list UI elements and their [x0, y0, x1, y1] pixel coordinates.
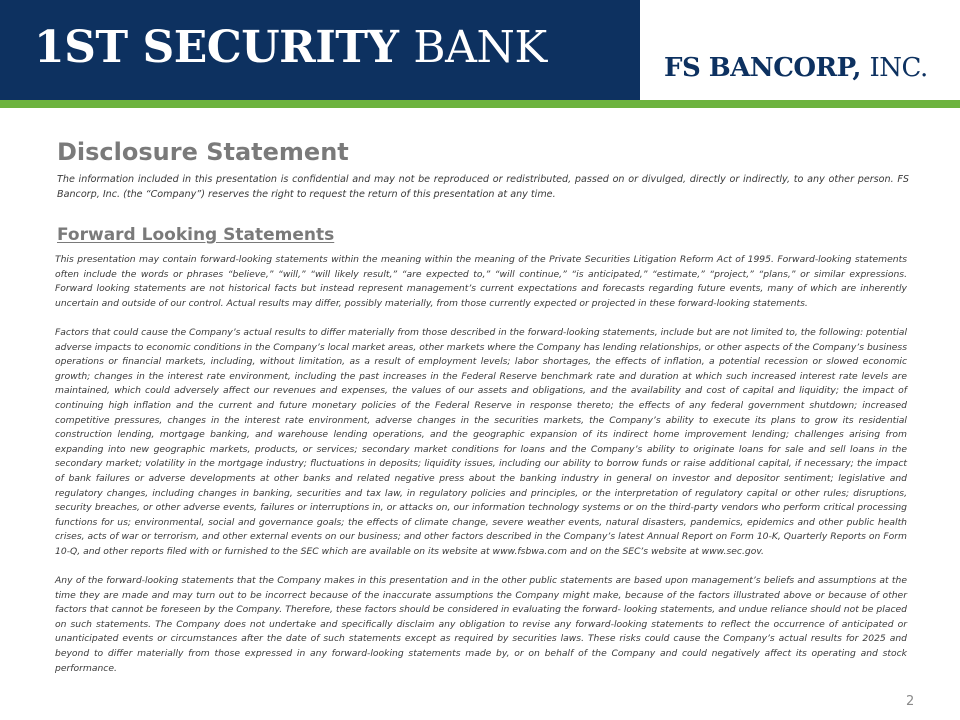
header-white-band [640, 0, 960, 100]
header-green-stripe [0, 100, 960, 108]
forward-looking-body [55, 253, 907, 676]
logo-left-lead: 1ST SECURITY [34, 22, 399, 73]
logo-right-lead: FS BANCORP, [664, 53, 861, 83]
page-number: 2 [906, 694, 915, 709]
forward-looking-paragraph-1: This presentation may contain forward-looking statements within the meaning within the meaning of the Private Securities Litigation Reform Act of 1995. Forward-looking statements often include the words or phrases “believe,” “will,” “will likely result,” “are expected to,” “will continue,” “is anticipated,” “estimate,” “project,” “plans,” or similar expressions. Forward looking statements are not historical facts but instead represent management’s current expectations and forecasts regarding future events, many of which are inherently uncertain and outside of our control. Actual results may differ, possibly materially, from those currently expected or projected in these forward-looking statements. [55, 254, 907, 309]
header-navy-band [0, 0, 640, 100]
logo-right-tail: INC. [869, 53, 928, 83]
fs-bancorp-logo [664, 55, 928, 81]
first-security-bank-logo [34, 22, 547, 73]
forward-looking-paragraph-2: Factors that could cause the Company’s actual results to differ materially from those described in the forward-looking statements, include but are not limited to, the following: potential adverse impacts to economic conditions in the Company’s local market areas, other markets where the Company has lending relationships, or other aspects of the Company’s business operations or financial markets, including, without limitation, as a result of employment levels; labor shortages, the effects of inflation, a potential recession or slowed economic growth; changes in the interest rate environment, including the past increases in the Federal Reserve benchmark rate and duration at which such increased interest rate levels are maintained, which could adversely affect our revenues and expenses, the values of our assets and obligations, and the availability and cost of capital and liquidity; the impact of continuing high inflation and the current and future monetary policies of the Federal Reserve in response thereto; the effects of any federal government shutdown; increased competitive pressures, changes in the interest rate environment, adverse changes in the securities markets, the Company’s ability to execute its plans to grow its residential construction lending, mortgage banking, and warehouse lending operations, and the geographic expansion of its indirect home improvement lending; challenges arising from expanding into new geographic markets, products, or services; secondary market conditions for loans and the Company’s ability to originate loans for sale and sell loans in the secondary market; volatility in the mortgage industry; fluctuations in deposits; liquidity issues, including our ability to borrow funds or raise additional capital, if necessary; the impact of bank failures or adverse developments at other banks and related negative press about the banking industry in general on investor and depositor sentiment; legislative and regulatory changes, including changes in banking, securities and tax law, in regulatory policies and principles, or the interpretation of regulatory capital or other rules; disruptions, security breaches, or other adverse events, failures or interruptions in, or attacks on, our information technology systems or on the third-party vendors who perform critical processing functions for us; environmental, social and governance goals; the effects of climate change, severe weather events, natural disasters, pandemics, epidemics and other public health crises, acts of war or terrorism, and other external events on our business; and other factors described in the Company’s latest Annual Report on Form 10-K, Quarterly Reports on Form 10-Q, and other reports filed with or furnished to the SEC which are available on its website at www.fsbwa.com and on the SEC’s website at www.sec.gov. [55, 326, 907, 557]
forward-looking-paragraph-3: Any of the forward-looking statements that the Company makes in this presentation and in the other public statements are based upon management’s beliefs and assumptions at the time they are made and may turn out to be incorrect because of the inaccurate assumptions the Company might make, because of the factors illustrated above or because of other factors that cannot be foreseen by the Company. Therefore, these factors should be considered in evaluating the forward- looking statements, and undue reliance should not be placed on such statements. The Company does not undertake and specifically disclaim any obligation to revise any forward-looking statements to reflect the occurrence of anticipated or unanticipated events or circumstances after the date of such statements except as required by securities laws. These risks could cause the Company’s actual results for 2025 and beyond to differ materially from those expressed in any forward-looking statements made by, or on behalf of the Company and could negatively affect its operating and stock performance. [55, 575, 907, 674]
logo-left-tail: BANK [413, 22, 547, 73]
slide-header [0, 0, 960, 100]
forward-looking-title: Forward Looking Statements [57, 225, 335, 245]
disclosure-title: Disclosure Statement [57, 138, 349, 166]
disclosure-text: The information included in this presentation is confidential and may not be reproduced or redistributed, passed on or divulged, directly or indirectly, to any other person. FS Bancorp, Inc. (the “Company”) reserves the right to request the return of this presentation at any time. [57, 174, 909, 200]
